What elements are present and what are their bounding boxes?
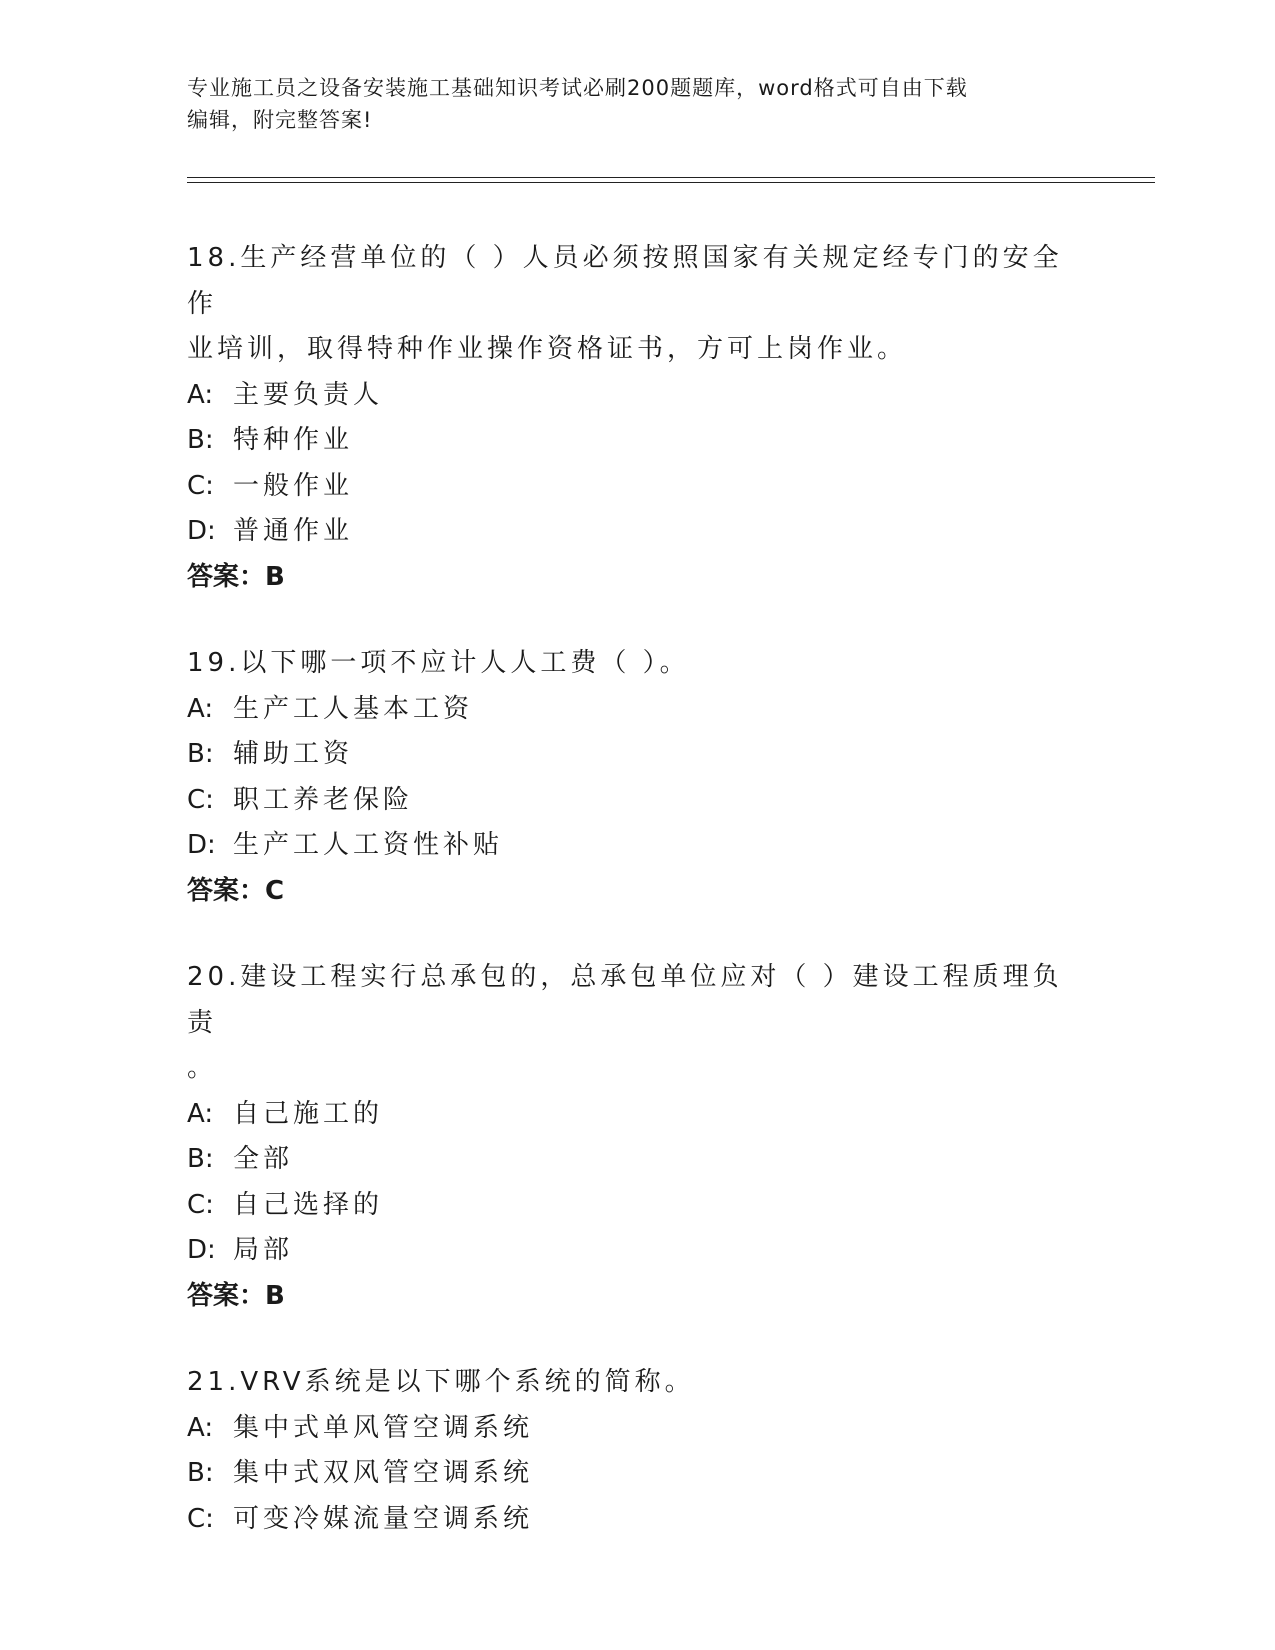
option-key: C: bbox=[187, 1503, 214, 1534]
question-stem: 20.建设工程实行总承包的，总承包单位应对（ ）建设工程质理负责 bbox=[187, 962, 1063, 1038]
option-key: C: bbox=[187, 470, 214, 501]
option-text: 普通作业 bbox=[233, 516, 354, 546]
header-line-2: 编辑，附完整答案! bbox=[187, 108, 373, 132]
option-c bbox=[187, 464, 1067, 510]
option-c bbox=[187, 778, 1067, 824]
option-text: 集中式单风管空调系统 bbox=[233, 1412, 534, 1443]
option-b bbox=[187, 1137, 1067, 1183]
option-text: 特种作业 bbox=[233, 425, 354, 455]
option-d bbox=[187, 509, 1067, 555]
option-a bbox=[187, 1406, 1067, 1452]
header-divider bbox=[187, 177, 1155, 178]
option-text: 可变冷媒流量空调系统 bbox=[233, 1503, 534, 1534]
option-text: 全部 bbox=[233, 1144, 294, 1174]
option-c bbox=[187, 1497, 1067, 1543]
answer: 答案：B bbox=[187, 1280, 285, 1311]
option-key: D: bbox=[187, 830, 216, 860]
header-line-1: 专业施工员之设备安装施工基础知识考试必刷200题题库，word格式可自由下载 bbox=[187, 76, 968, 100]
option-key: D: bbox=[187, 516, 216, 546]
option-d bbox=[187, 1228, 1067, 1274]
option-key: B: bbox=[187, 1144, 214, 1174]
option-text: 辅助工资 bbox=[233, 739, 354, 769]
option-text: 职工养老保险 bbox=[233, 784, 414, 815]
option-key: B: bbox=[187, 739, 214, 769]
option-b bbox=[187, 732, 1067, 778]
question-stem: 18.生产经营单位的（ ）人员必须按照国家有关规定经专门的安全作 bbox=[187, 243, 1063, 319]
question-list bbox=[187, 236, 1067, 1583]
document-header bbox=[187, 72, 1067, 136]
question-21 bbox=[187, 1360, 1067, 1542]
option-c bbox=[187, 1183, 1067, 1229]
option-text: 自己选择的 bbox=[233, 1189, 384, 1220]
question-19 bbox=[187, 641, 1067, 914]
option-a bbox=[187, 373, 1067, 419]
option-key: B: bbox=[187, 425, 214, 455]
option-key: B: bbox=[187, 1458, 214, 1488]
option-text: 生产工人工资性补贴 bbox=[233, 830, 504, 860]
option-text: 主要负责人 bbox=[233, 379, 384, 410]
option-key: A: bbox=[187, 1412, 214, 1443]
option-text: 自己施工的 bbox=[233, 1098, 384, 1129]
question-stem-continued: 。 bbox=[187, 1053, 218, 1083]
header-divider-secondary bbox=[187, 182, 1155, 183]
question-stem: 19.以下哪一项不应计人人工费（ ）。 bbox=[187, 648, 690, 678]
question-stem: 21.VRV系统是以下哪个系统的简称。 bbox=[187, 1367, 695, 1397]
option-b bbox=[187, 418, 1067, 464]
question-stem-continued: 业培训，取得特种作业操作资格证书，方可上岗作业。 bbox=[187, 334, 908, 364]
option-key: D: bbox=[187, 1235, 216, 1265]
option-text: 一般作业 bbox=[233, 470, 354, 501]
option-key: A: bbox=[187, 693, 214, 724]
option-a bbox=[187, 687, 1067, 733]
option-key: A: bbox=[187, 1098, 214, 1129]
answer: 答案：B bbox=[187, 561, 285, 592]
option-d bbox=[187, 823, 1067, 869]
question-20 bbox=[187, 955, 1067, 1319]
option-text: 集中式双风管空调系统 bbox=[233, 1458, 534, 1488]
answer: 答案：C bbox=[187, 875, 285, 906]
option-text: 生产工人基本工资 bbox=[233, 693, 474, 724]
option-key: C: bbox=[187, 784, 214, 815]
option-b bbox=[187, 1451, 1067, 1497]
option-key: C: bbox=[187, 1189, 214, 1220]
option-key: A: bbox=[187, 379, 214, 410]
option-text: 局部 bbox=[233, 1235, 294, 1265]
option-a bbox=[187, 1092, 1067, 1138]
question-18 bbox=[187, 236, 1067, 600]
